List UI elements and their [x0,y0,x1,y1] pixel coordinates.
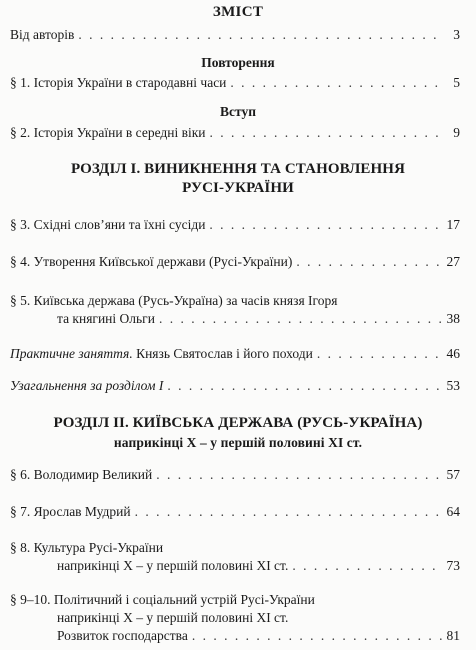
page-number: 3 [453,27,460,42]
page-number: 5 [453,75,460,90]
toc-entry-1[interactable] [10,74,460,92]
page-number: 27 [446,254,460,269]
dot-leader [292,557,442,575]
dot-leader [167,377,442,395]
entry-label-line-1: § 5. Київська держава (Русь-Україна) за часів князя Ігоря [10,293,338,308]
page-number: 38 [446,311,460,326]
page-number: 17 [446,217,460,232]
dot-leader [230,74,442,92]
entry-label: наприкінці X – у першій половині XI ст. [57,558,289,573]
section-1-heading [8,160,468,198]
dot-leader [135,503,442,521]
entry-label: Узагальнення за розділом І [10,378,164,393]
entry-label: Від авторів [10,27,75,42]
entry-label: Князь Святослав і його походи [136,346,313,361]
entry-label: § 7. Ярослав Мудрий [10,504,131,519]
dot-leader [209,216,442,234]
entry-label-line-1: § 8. Культура Русі-України [10,540,164,555]
repetition-heading: Повторення [201,55,275,70]
toc-entry-7[interactable] [10,503,460,521]
entry-label: § 6. Володимир Великий [10,467,153,482]
page-number: 57 [446,467,460,482]
entry-label: § 3. Східні слов’яни та їхні сусіди [10,217,206,232]
entry-label: § 1. Історія України в стародавні часи [10,75,227,90]
dot-leader [156,466,442,484]
entry-label-italic: Практичне заняття. [10,346,133,361]
section-2-title-line-1: РОЗДІЛ ІІ. КИЇВСЬКА ДЕРЖАВА (РУСЬ-УКРАЇНА) [53,415,423,431]
intro-heading: Вступ [220,104,256,119]
toc-entry-4[interactable] [10,253,460,271]
toc-entry-practical[interactable] [10,345,460,363]
dot-leader [296,253,442,271]
toc-title: ЗМІСТ [212,4,264,20]
page-number: 73 [446,558,460,573]
page-number: 46 [446,346,460,361]
dot-leader [317,345,442,363]
section-1-title-line-1: РОЗДІЛ І. ВИНИКНЕННЯ ТА СТАНОВЛЕННЯ [70,161,406,177]
page-number: 81 [446,628,460,643]
toc-entry-8[interactable] [10,539,460,575]
entry-label: § 2. Історія України в середні віки [10,125,206,140]
toc-entry-summary-1[interactable] [10,377,460,395]
toc-entry-from-authors[interactable] [10,26,460,44]
page-number: 53 [446,378,460,393]
toc-entry-2[interactable] [10,124,460,142]
entry-label: та княгині Ольги [57,311,155,326]
entry-label: Розвиток господарства [57,628,188,643]
dot-leader [210,124,442,142]
dot-leader [78,26,442,44]
toc-entry-3[interactable] [10,216,460,234]
section-1-title-line-2: РУСІ-УКРАЇНИ [182,180,294,196]
section-2-title-line-2: наприкінці X – у першій половині XI ст. [113,435,363,450]
page-number: 64 [446,504,460,519]
entry-label: § 4. Утворення Київської держави (Русі-України) [10,254,293,269]
toc-entry-5[interactable] [10,292,460,328]
entry-label-line-2: наприкінці X – у першій половині XI ст. [57,610,289,625]
toc-entry-9-10[interactable] [10,591,460,645]
section-2-heading [8,414,468,452]
page-number: 9 [453,125,460,140]
toc-entry-6[interactable] [10,466,460,484]
entry-label-line-1: § 9–10. Політичний і соціальний устрій Русі-України [10,592,315,607]
dot-leader [159,310,442,328]
dot-leader [192,627,442,645]
